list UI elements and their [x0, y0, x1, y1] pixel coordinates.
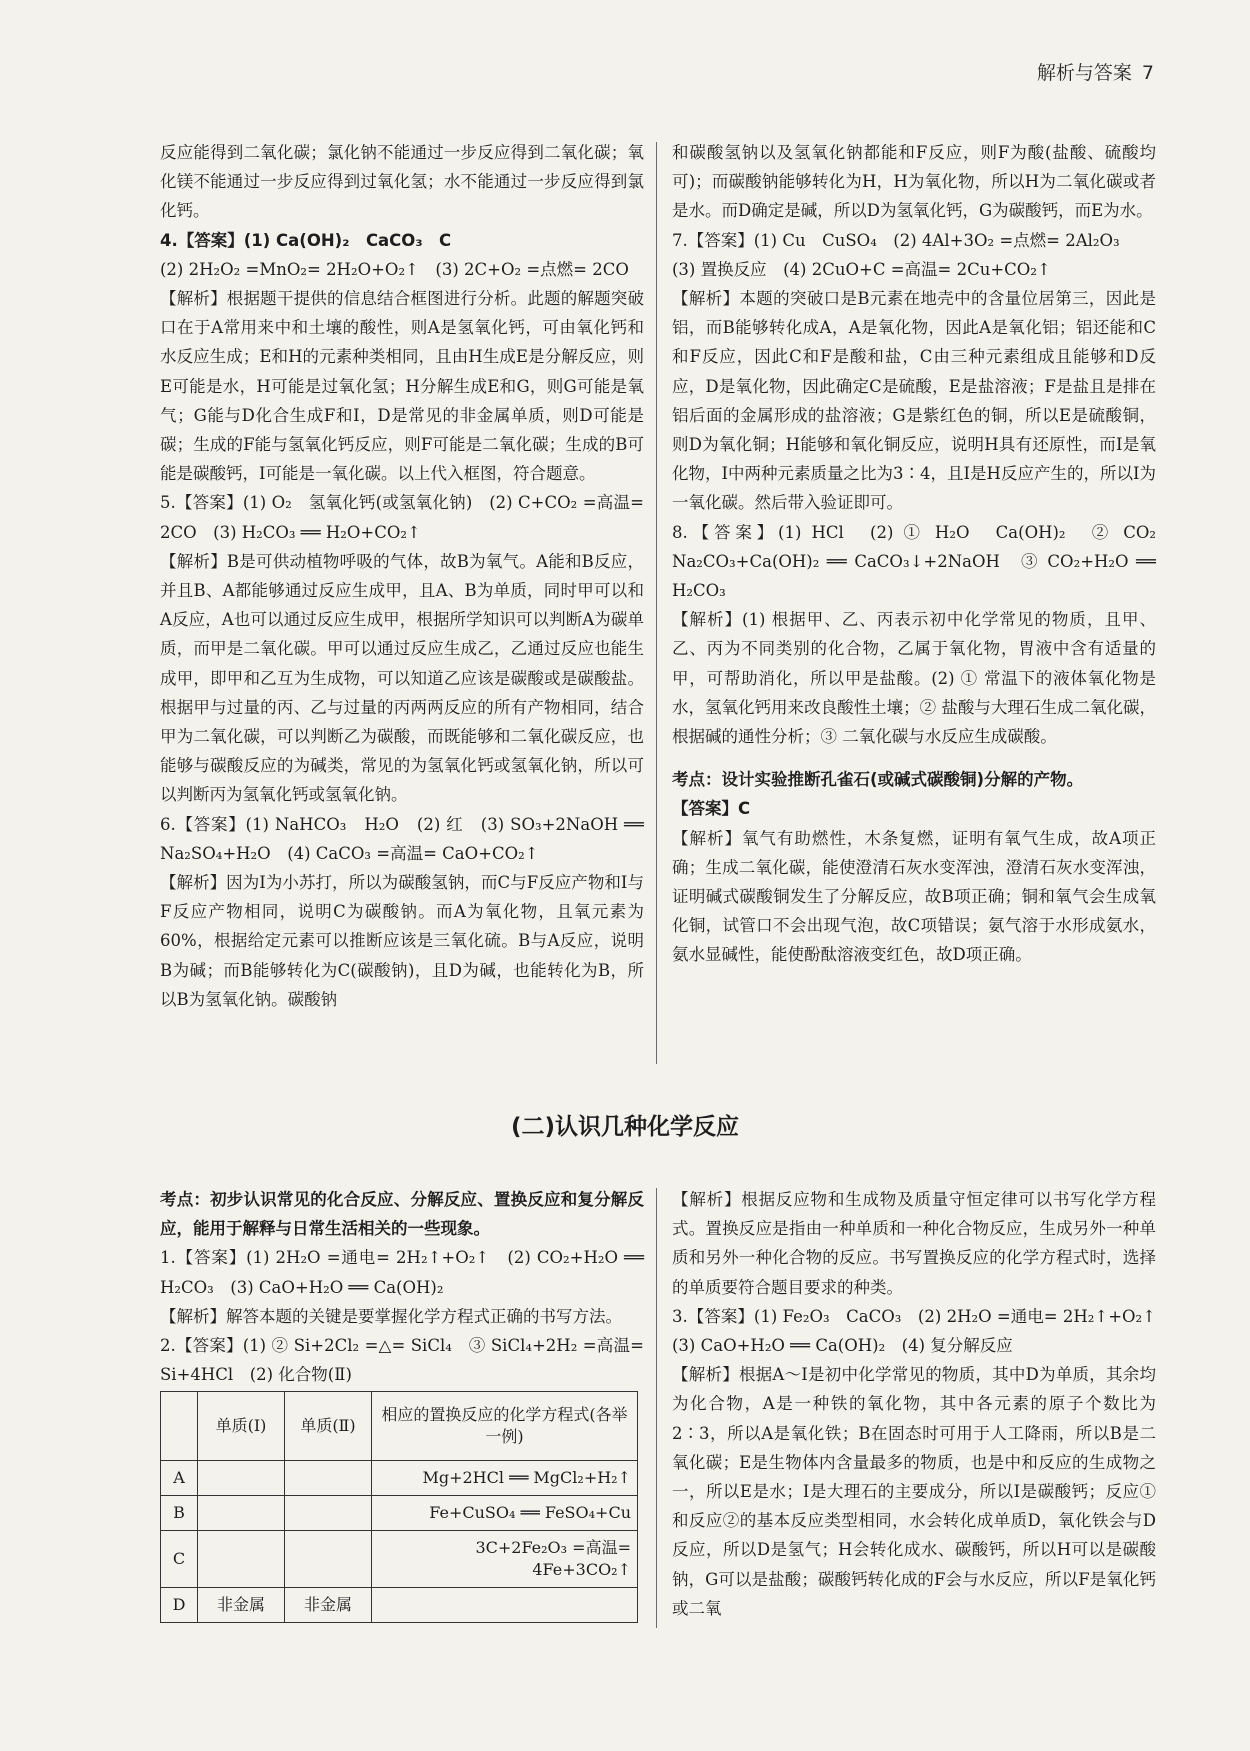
table-row: [161, 1461, 638, 1496]
table-cell: 3C+2Fe₂O₃ =高温= 4Fe+3CO₂↑: [372, 1531, 638, 1588]
header-title: 解析与答案: [1036, 62, 1132, 84]
column-divider: [656, 1188, 657, 1628]
table-header: 单质(Ⅰ): [198, 1392, 285, 1461]
answer-3: 3.【答案】(1) Fe₂O₃ CaCO₃ (2) 2H₂O =通电= 2H₂↑+O₂↑ (3) CaO+H₂O ══ Ca(OH)₂ (4) 复分解反应: [672, 1306, 1173, 1356]
table-cell: [198, 1531, 285, 1588]
key-point: 考点：设计实验推断孔雀石(或碱式碳酸铜)分解的产物。: [672, 770, 1084, 790]
analysis-1: 【解析】解答本题的关键是要掌握化学方程式正确的书写方法。: [160, 1306, 622, 1326]
answer-4-equations: (2) 2H₂O₂ =MnO₂= 2H₂O+O₂↑ (3) 2C+O₂ =点燃= 2CO: [160, 259, 629, 279]
right-column-top: [672, 138, 1173, 970]
table-cell: [198, 1496, 285, 1531]
page-number: 7: [1141, 62, 1154, 84]
left-column-top: [160, 138, 644, 1014]
answer-7-cont: (3) 置换反应 (4) 2CuO+C =高温= 2Cu+CO₂↑: [672, 259, 1051, 279]
table-header: [161, 1392, 198, 1461]
table-header: 相应的置换反应的化学方程式(各举一例): [372, 1392, 638, 1461]
answer-2: 2.【答案】(1) ② Si+2Cl₂ =△= SiCl₄ ③ SiCl₄+2H₂ =高温= Si+4HCl (2) 化合物(Ⅱ): [160, 1336, 644, 1385]
paragraph: 反应能得到二氧化碳；氯化钠不能通过一步反应得到二氧化碳；氧化镁不能通过一步反应得到过氧化氢；水不能通过一步反应得到氯化钙。: [160, 143, 644, 221]
table-cell: [198, 1461, 285, 1496]
table-header: 单质(Ⅱ): [285, 1392, 372, 1461]
answer-4: 4.【答案】(1) Ca(OH)₂ CaCO₃ C: [160, 230, 452, 250]
table-cell: C: [161, 1531, 198, 1588]
table-cell: 非金属: [285, 1588, 372, 1623]
table-cell: B: [161, 1496, 198, 1531]
analysis-4: 【解析】根据题干提供的信息结合框图进行分析。此题的解题突破口在于A常用来中和土壤的酸性，则A是氢氧化钙，可由氧化钙和水反应生成；E和H的元素种类相同，且由H生成E是分解反应，则E可能是水，H可能是过氧化氢；H分解生成E和G，则G可能是氧气；G能与D化合生成F和I，D是常见的非金属单质，则D可能是碳；生成的F能与氢氧化钙反应，则F可能是二氧化碳；生成的B可能是碳酸钙，I可能是一氧化碳。以上代入框图，符合题意。: [160, 289, 644, 484]
analysis-3: 【解析】根据A～I是初中化学常见的物质，其中D为单质，其余均为化合物，A是一种铁的氧化物，其中各元素的原子个数比为2∶3，所以A是氧化铁；B在固态时可用于人工降雨，所以B是二氧化碳；E是生物体内含量最多的物质，也是中和反应的生成物之一，所以E是水；I是大理石的主要成分，所以I是碳酸钙；反应①和反应②的基本反应类型相同，水会转化成单质D，氧化铁会与D反应，所以D是氢气；H会转化成水、碳酸钙，所以H可以是碳酸钠，G可以是盐酸；碳酸钙转化成的F会与水反应，所以F是氧化钙或二氧: [672, 1365, 1156, 1618]
table-cell: 非金属: [198, 1588, 285, 1623]
analysis-c: 【解析】氧气有助燃性，木条复燃，证明有氧气生成，故A项正确；生成二氧化碳，能使澄清石灰水变浑浊，澄清石灰水变浑浊，证明碱式碳酸铜发生了分解反应，故B项正确；铜和氧气会生成氧化铜，试管口不会出现气泡，故C项错误；氨气溶于水形成氨水，氨水显碱性，能使酚酞溶液变红色，故D项正确。: [672, 828, 1156, 965]
reaction-table: [160, 1391, 638, 1623]
analysis-6: 【解析】因为I为小苏打，所以为碳酸氢钠，而C与F反应产物和I与F反应产物相同，说明C为碳酸钠。而A为氧化物，且氧元素为60%，根据给定元素可以推断应该是三氧化硫。B与A反应，说明B为碱；而B能够转化为C(碳酸钠)，且D为碱，也能转化为B，所以B为氢氧化钠。碳酸钠: [160, 873, 644, 1009]
left-column-bottom: [160, 1185, 644, 1623]
table-cell: Mg+2HCl ══ MgCl₂+H₂↑: [372, 1461, 638, 1496]
table-cell: [285, 1461, 372, 1496]
answer-c: 【答案】C: [672, 799, 751, 819]
section-title: (二)认识几种化学反应: [510, 1114, 740, 1140]
page-header: [1037, 58, 1154, 85]
table-header-row: [161, 1392, 638, 1461]
answer-8: 8.【答案】(1) HCl (2) ① H₂O Ca(OH)₂ ② CO₂ Na₂CO₃+Ca(OH)₂ ══ CaCO₃↓+2NaOH ③ CO₂+H₂O ══ H₂CO₃: [672, 522, 1173, 601]
table-cell: D: [161, 1588, 198, 1623]
table-cell: A: [161, 1461, 198, 1496]
table-row: [161, 1588, 638, 1623]
analysis-7: 【解析】本题的突破口是B元素在地壳中的含量位居第三，因此是铝，而B能够转化成A，A是氧化物，因此A是氧化铝；铝还能和C和F反应，因此C和F是酸和盐，C由三种元素组成且能够和D反应，D是氧化物，因此确定C是硫酸，E是盐溶液；F是盐且是排在铝后面的金属形成的盐溶液；G是紫红色的铜，所以E是硫酸铜，则D为氧化铜；H能够和氧化铜反应，说明H具有还原性，而I是氧化物，I中两种元素质量之比为3∶4，且I是H反应产生的，所以I为一氧化碳。然后带入验证即可。: [672, 289, 1156, 513]
column-divider: [656, 142, 657, 1064]
table-cell: Fe+CuSO₄ ══ FeSO₄+Cu: [372, 1496, 638, 1531]
answer-7: 7.【答案】(1) Cu CuSO₄ (2) 4Al+3O₂ =点燃= 2Al₂O₃: [672, 230, 1120, 250]
analysis-8: 【解析】(1) 根据甲、乙、丙表示初中化学常见的物质，且甲、乙、丙为不同类别的化合物，乙属于氧化物，胃液中含有适量的甲，可帮助消化，所以甲是盐酸。(2) ① 常温下的液体氧化物是水，氢氧化钙用来改良酸性土壤；② 盐酸与大理石生成二氧化碳，根据碱的通性分析；③ 二氧化碳与水反应生成碳酸。: [672, 610, 1156, 747]
answer-6: 6.【答案】(1) NaHCO₃ H₂O (2) 红 (3) SO₃+2NaOH ══ Na₂SO₄+H₂O (4) CaCO₃ =高温= CaO+CO₂↑: [160, 814, 644, 863]
table-row: [161, 1531, 638, 1588]
analysis-5: 【解析】B是可供动植物呼吸的气体，故B为氧气。A能和B反应，并且B、A都能够通过反应生成甲，且A、B为单质，同时甲可以和A反应，A也可以通过反应生成甲，根据所学知识可以判断A为碳单质，而甲是二氧化碳。甲可以通过反应生成乙，乙通过反应也能生成甲，即甲和乙互为生成物，可以知道乙应该是碳酸或是碳酸盐。根据甲与过量的丙、乙与过量的丙两两反应的所有产物相同，结合甲为二氧化碳，可以判断乙为碳酸，而既能够和二氧化碳反应，也能够与碳酸反应的为碱类，常见的为氢氧化钙或氢氧化钠，所以可以判断丙为氢氧化钙或氢氧化钠。: [160, 551, 644, 805]
table-cell: [285, 1496, 372, 1531]
key-point: 考点：初步认识常见的化合反应、分解反应、置换反应和复分解反应，能用于解释与日常生活相关的一些现象。: [160, 1190, 644, 1239]
answer-1: 1.【答案】(1) 2H₂O =通电= 2H₂↑+O₂↑ (2) CO₂+H₂O ══ H₂CO₃ (3) CaO+H₂O ══ Ca(OH)₂: [160, 1248, 644, 1297]
table-cell: [372, 1588, 638, 1623]
answer-5: 5.【答案】(1) O₂ 氢氧化钙(或氢氧化钠) (2) C+CO₂ =高温= 2CO (3) H₂CO₃ ══ H₂O+CO₂↑: [160, 493, 644, 542]
analysis-2: 【解析】根据反应物和生成物及质量守恒定律可以书写化学方程式。置换反应是指由一种单质和一种化合物反应，生成另外一种单质和另外一种化合物的反应。书写置换反应的化学方程式时，选择的单质要符合题目要求的种类。: [672, 1190, 1156, 1297]
right-column-bottom: [672, 1185, 1173, 1623]
table-cell: [285, 1531, 372, 1588]
table-row: [161, 1496, 638, 1531]
paragraph: 和碳酸氢钠以及氢氧化钠都能和F反应，则F为酸(盐酸、硫酸均可)；而碳酸钠能够转化为H，H为氧化物，所以H为二氧化碳或者是水。而D确定是碱，所以D为氢氧化钙，G为碳酸钙，而E为水。: [672, 143, 1156, 221]
